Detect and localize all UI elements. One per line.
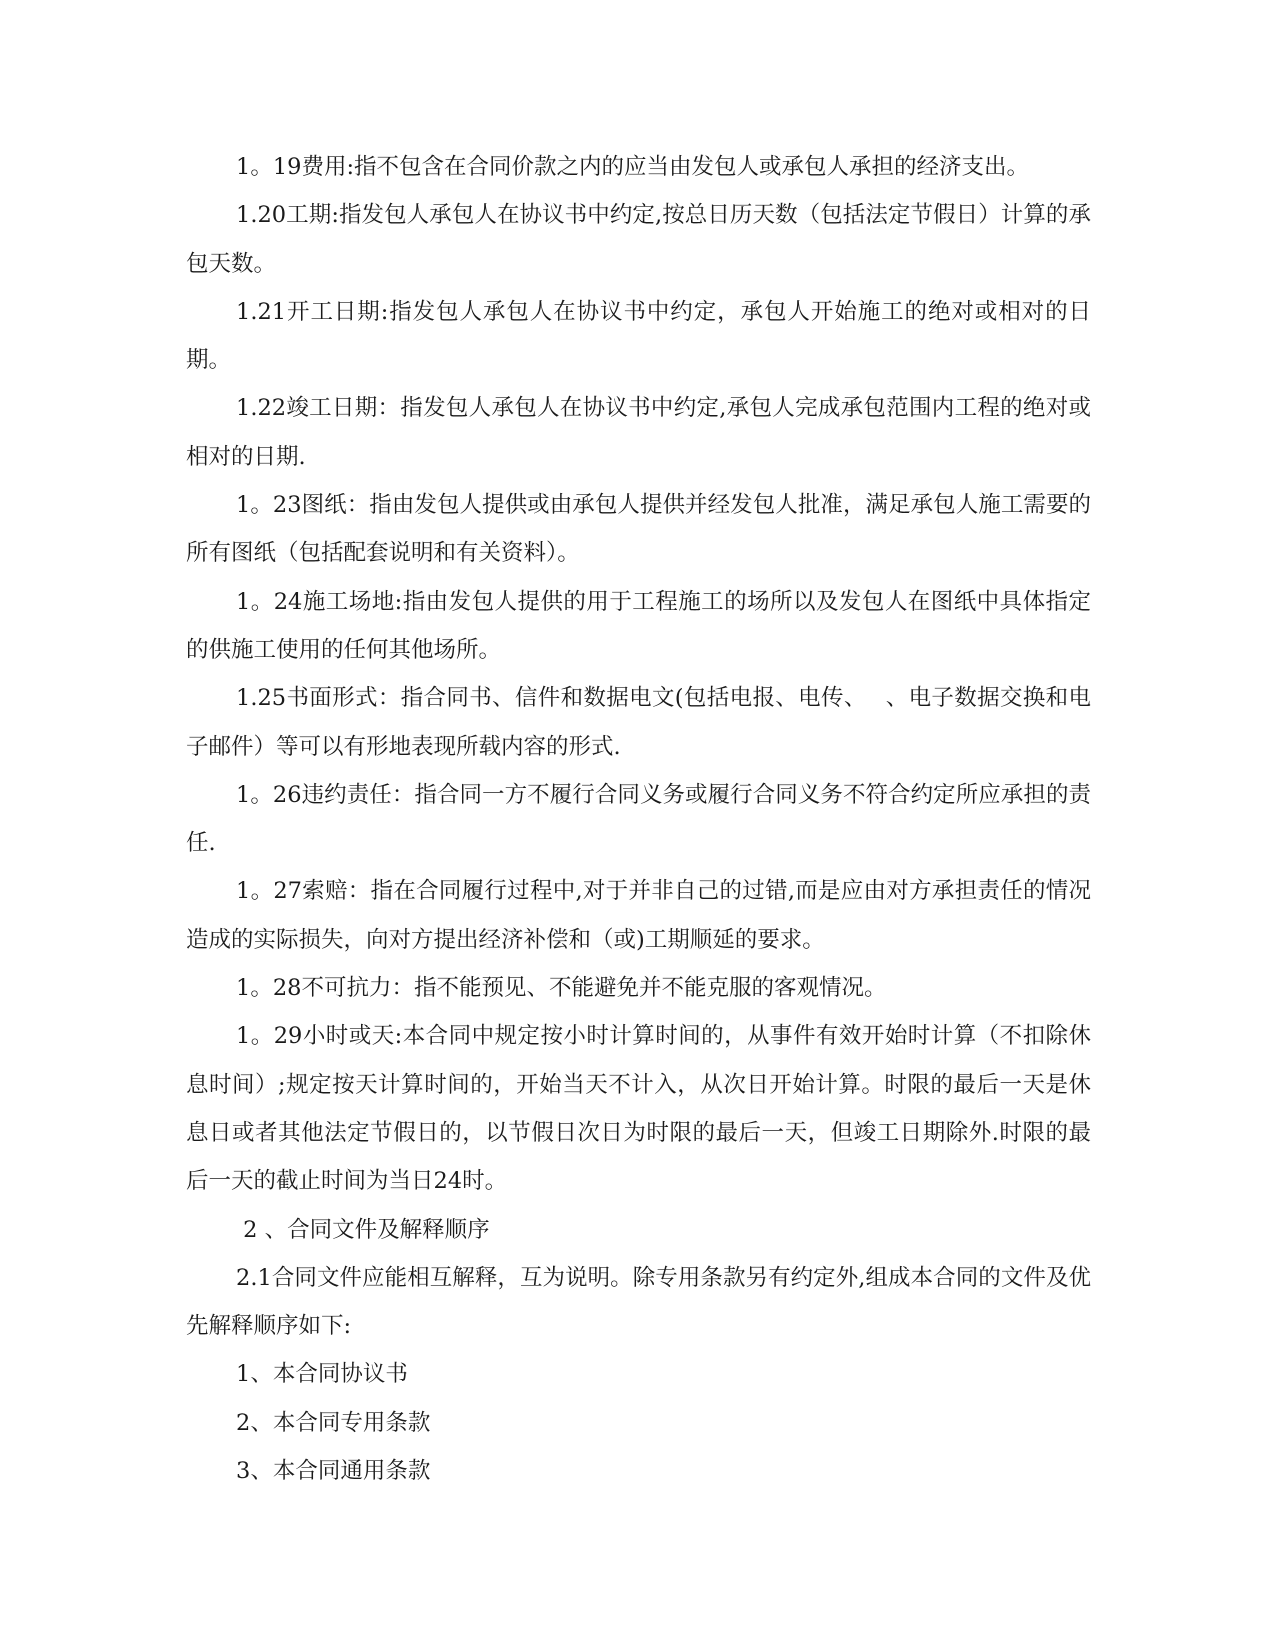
paragraph-1-19: 1。19费用:指不包含在合同价款之内的应当由发包人或承包人承担的经济支出。 xyxy=(236,154,1030,180)
list-item-2: 2、本合同专用条款 xyxy=(236,1409,431,1436)
document-body xyxy=(186,143,1091,1495)
paragraph-2-1: 2.1合同文件应能相互解释，互为说明。除专用条款另有约定外,组成本合同的文件及优先解释顺序如下: xyxy=(186,1264,1091,1340)
paragraph-1-27: 1。27索赔：指在合同履行过程中,对于并非自己的过错,而是应由对方承担责任的情况造成的实际损失，向对方提出经济补偿和（或)工期顺延的要求。 xyxy=(186,878,1091,953)
list-item-3: 3、本合同通用条款 xyxy=(236,1458,431,1485)
list-item-1: 1、本合同协议书 xyxy=(236,1361,408,1388)
paragraph-1-28: 1。28不可抗力：指不能预见、不能避免并不能克服的客观情况。 xyxy=(236,975,887,1002)
paragraph-1-29: 1。29小时或天:本合同中规定按小时计算时间的，从事件有效开始时计算（不扣除休息时间）;规定按天计算时间的，开始当天不计入，从次日开始计算。时限的最后一天是休息日或者其他法定节假日的，以节假日次日为时限的最后一天，但竣工日期除外.时限的最后一天的截止时间为当日24时。 xyxy=(186,1023,1091,1195)
section-heading-2: 2 、合同文件及解释顺序 xyxy=(236,1216,490,1243)
paragraph-1-20: 1.20工期:指发包人承包人在协议书中约定,按总日历天数（包括法定节假日）计算的承包天数。 xyxy=(186,202,1091,277)
paragraph-1-24: 1。24施工场地:指由发包人提供的用于工程施工的场所以及发包人在图纸中具体指定的供施工使用的任何其他场所。 xyxy=(186,588,1091,663)
paragraph-1-21: 1.21开工日期:指发包人承包人在协议书中约定，承包人开始施工的绝对或相对的日期。 xyxy=(186,298,1091,374)
paragraph-1-25: 1.25书面形式：指合同书、信件和数据电文(包括电报、电传、 、电子数据交换和电子邮件）等可以有形地表现所载内容的形式. xyxy=(186,685,1091,760)
paragraph-1-22: 1.22竣工日期：指发包人承包人在协议书中约定,承包人完成承包范围内工程的绝对或相对的日期. xyxy=(186,395,1091,470)
paragraph-1-23: 1。23图纸：指由发包人提供或由承包人提供并经发包人批准，满足承包人施工需要的所有图纸（包括配套说明和有关资料）。 xyxy=(186,492,1091,567)
paragraph-1-26: 1。26违约责任：指合同一方不履行合同义务或履行合同义务不符合约定所应承担的责任. xyxy=(186,781,1091,857)
